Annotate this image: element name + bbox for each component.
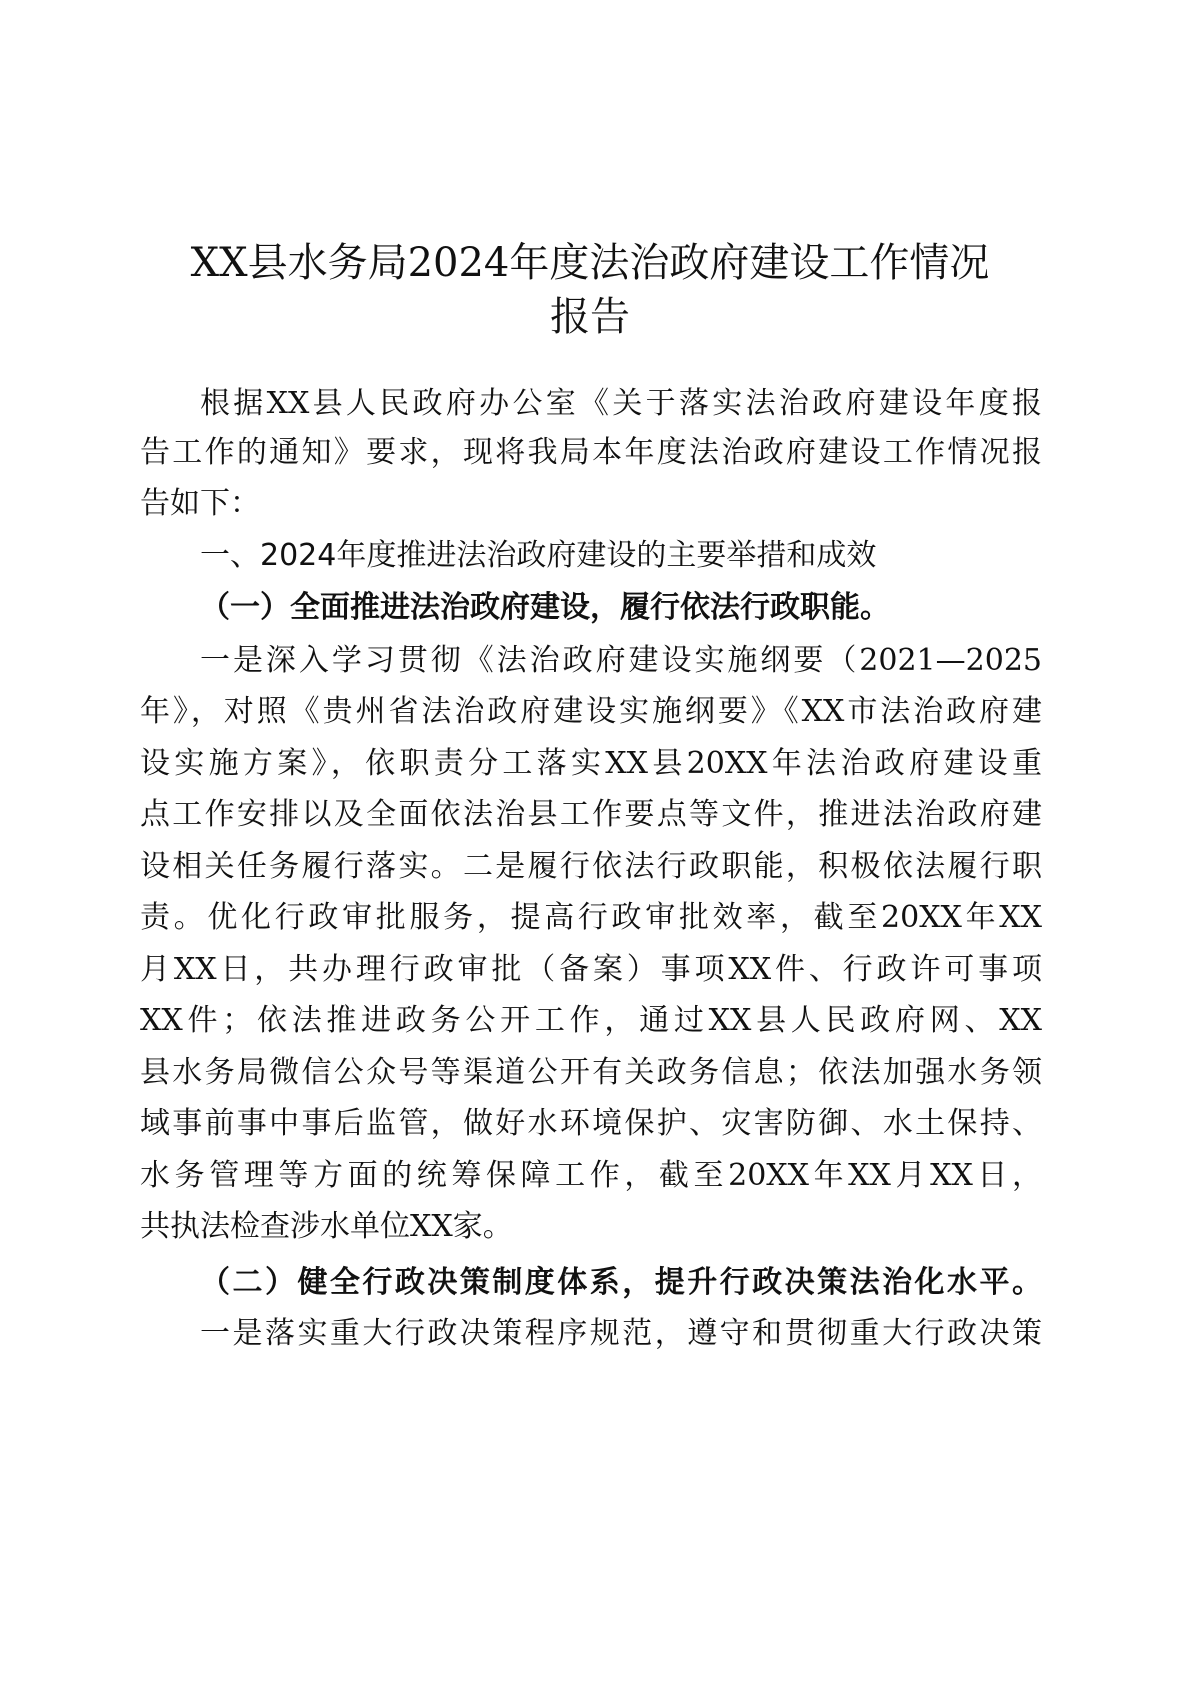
paragraph-line: 设相关任务履行落实。二是履行依法行政职能，积极依法履行职 — [140, 849, 1042, 884]
paragraph-line: 域事前事中事后监管，做好水环境保护、灾害防御、水土保持、 — [140, 1106, 1042, 1141]
paragraph-line: XX件；依法推进政务公开工作，通过XX县人民政府网、XX — [140, 1003, 1042, 1038]
section-heading: 一、2024年度推进法治政府建设的主要举措和成效 — [200, 538, 877, 573]
subsection-heading: （二）健全行政决策制度体系，提升行政决策法治化水平。 — [200, 1265, 1042, 1300]
paragraph-line: 点工作安排以及全面依法治县工作要点等文件，推进法治政府建 — [140, 797, 1042, 832]
intro-line: 告如下： — [140, 486, 260, 521]
intro-line: 告工作的通知》要求，现将我局本年度法治政府建设工作情况报 — [140, 435, 1042, 470]
document-title-line-1: XX县水务局2024年度法治政府建设工作情况 — [190, 240, 990, 286]
paragraph-line: 设实施方案》，依职责分工落实XX县20XX年法治政府建设重 — [140, 746, 1042, 781]
paragraph-line: 一是落实重大行政决策程序规范，遵守和贯彻重大行政决策 — [200, 1316, 1042, 1351]
paragraph-line: 责。优化行政审批服务，提高行政审批效率，截至20XX年XX — [140, 900, 1042, 935]
intro-line: 根据XX县人民政府办公室《关于落实法治政府建设年度报 — [200, 386, 1042, 421]
paragraph-line: 年》，对照《贵州省法治政府建设实施纲要》《XX市法治政府建 — [140, 694, 1042, 729]
document-title-line-2: 报告 — [550, 294, 630, 340]
paragraph-line: 一是深入学习贯彻《法治政府建设实施纲要（2021—2025 — [200, 643, 1042, 678]
paragraph-line: 县水务局微信公众号等渠道公开有关政务信息；依法加强水务领 — [140, 1055, 1042, 1090]
paragraph-line: 水务管理等方面的统筹保障工作，截至20XX年XX月XX日， — [140, 1158, 1042, 1193]
subsection-heading: （一）全面推进法治政府建设，履行依法行政职能。 — [200, 590, 890, 625]
paragraph-line: 月XX日，共办理行政审批（备案）事项XX件、行政许可事项 — [140, 952, 1042, 987]
paragraph-line: 共执法检查涉水单位XX家。 — [140, 1209, 513, 1244]
